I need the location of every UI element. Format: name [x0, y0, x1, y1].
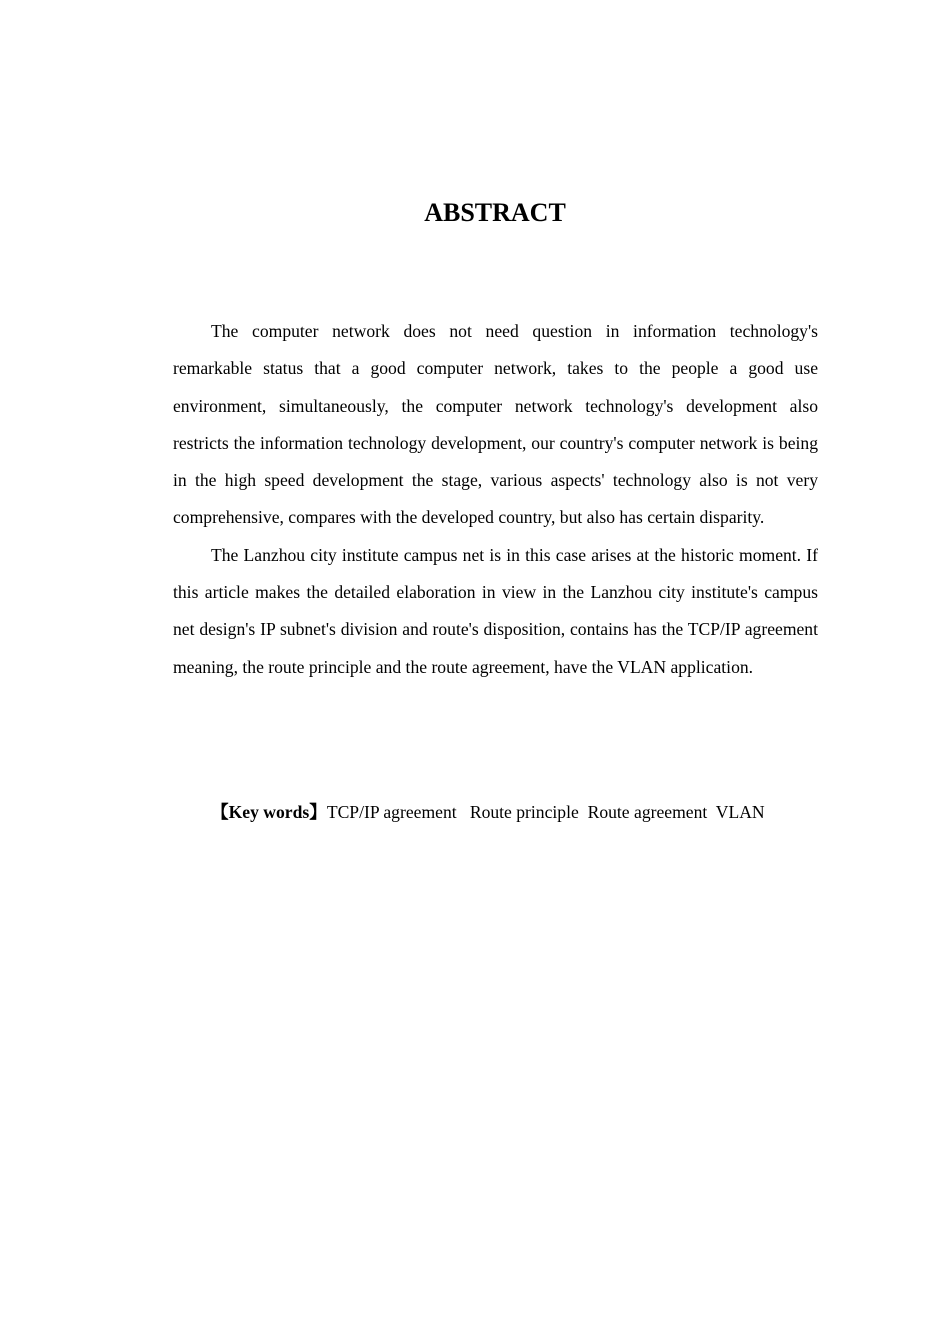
abstract-title: ABSTRACT [424, 198, 566, 227]
abstract-paragraph-1: The computer network does not need question in information technology's remarkable status that a good computer network, takes to the people a good use environment, simultaneously, the computer network technology's development also restricts the information technology development, our country's computer network is being in the high speed development the stage, various aspects' technology also is not very comprehensive, compares with the developed country, but also has certain disparity. [173, 321, 818, 528]
keywords-line [211, 797, 765, 827]
keywords-label: 【Key words】 [211, 802, 327, 822]
keywords-list: TCP/IP agreement Route principle Route agreement VLAN [326, 802, 765, 822]
abstract-paragraph-2: The Lanzhou city institute campus net is in this case arises at the historic moment. If this article makes the detailed elaboration in view in the Lanzhou city institute's campus net design's IP subnet's division and route's disposition, contains has the TCP/IP agreement meaning, the route principle and the route agreement, have the VLAN application. [173, 544, 818, 677]
abstract-body [173, 313, 818, 686]
